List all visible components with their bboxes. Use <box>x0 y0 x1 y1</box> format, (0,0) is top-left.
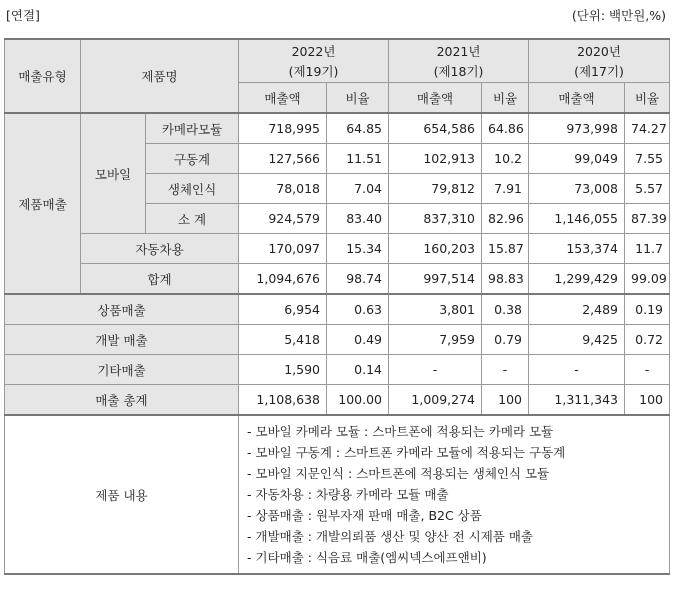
cell-value: 5.57 <box>625 174 670 204</box>
cell-value: 6,954 <box>239 294 327 325</box>
cell-value: 3,801 <box>389 294 482 325</box>
cell-value: 718,995 <box>239 113 327 144</box>
cell-value: 1,311,343 <box>529 385 625 416</box>
cell-value: 153,374 <box>529 234 625 264</box>
cell-value: 973,998 <box>529 113 625 144</box>
cell-value: 74.27 <box>625 113 670 144</box>
cell-value: 9,425 <box>529 325 625 355</box>
cell-value: 997,514 <box>389 264 482 295</box>
table-row <box>5 113 670 144</box>
product-name: 합계 <box>81 264 239 295</box>
consolidated-label: [연결] <box>6 8 40 23</box>
header-ratio: 비율 <box>625 83 670 114</box>
header-year-2022 <box>239 39 389 83</box>
notes-cell <box>239 415 670 574</box>
term-label: (제18기) <box>433 64 484 79</box>
cell-value: - <box>625 355 670 385</box>
unit-label: (단위: 백만원,%) <box>571 8 666 23</box>
header-sales: 매출액 <box>239 83 327 114</box>
content-label: 제품 내용 <box>5 415 239 574</box>
cell-value: 15.34 <box>327 234 389 264</box>
header-ratio: 비율 <box>482 83 529 114</box>
cell-value: 78,018 <box>239 174 327 204</box>
cell-value: 100.00 <box>327 385 389 416</box>
cell-value: 1,108,638 <box>239 385 327 416</box>
cell-value: 100 <box>482 385 529 416</box>
cell-value: 170,097 <box>239 234 327 264</box>
cell-value: 1,590 <box>239 355 327 385</box>
cell-value: - <box>389 355 482 385</box>
product-name: 개발 매출 <box>5 325 239 355</box>
table-row <box>5 234 670 264</box>
sales-table <box>4 38 670 575</box>
cell-value: 0.79 <box>482 325 529 355</box>
cell-value: 2,489 <box>529 294 625 325</box>
header-year-2020 <box>529 39 670 83</box>
table-row <box>5 325 670 355</box>
cell-value: 0.38 <box>482 294 529 325</box>
cell-value: 837,310 <box>389 204 482 234</box>
cell-value: 1,299,429 <box>529 264 625 295</box>
term-label: (제19기) <box>288 64 339 79</box>
cell-value: 924,579 <box>239 204 327 234</box>
cell-value: 5,418 <box>239 325 327 355</box>
product-name: 카메라모듈 <box>146 113 239 144</box>
cell-value: 83.40 <box>327 204 389 234</box>
note-line: - 개발매출 : 개발의뢰품 생산 및 양산 전 시제품 매출 <box>247 529 533 544</box>
cell-value: 1,094,676 <box>239 264 327 295</box>
header-sales: 매출액 <box>389 83 482 114</box>
cell-value: 99.09 <box>625 264 670 295</box>
table-row <box>5 264 670 295</box>
note-line: - 기타매출 : 식음료 매출(엠씨넥스에프앤비) <box>247 550 487 565</box>
note-line: - 상품매출 : 원부자재 판매 매출, B2C 상품 <box>247 508 482 523</box>
product-name: 매출 총계 <box>5 385 239 416</box>
cell-value: 10.2 <box>482 144 529 174</box>
cell-value: 11.7 <box>625 234 670 264</box>
cell-value: - <box>529 355 625 385</box>
product-name: 기타매출 <box>5 355 239 385</box>
header-row-years <box>5 39 670 83</box>
cell-value: 64.86 <box>482 113 529 144</box>
cell-value: 654,586 <box>389 113 482 144</box>
mobile-label: 모바일 <box>81 113 146 234</box>
cell-value: 0.14 <box>327 355 389 385</box>
year-label: 2020년 <box>577 44 621 59</box>
cell-value: 11.51 <box>327 144 389 174</box>
table-row <box>5 294 670 325</box>
note-line: - 모바일 지문인식 : 스마트폰에 적용되는 생체인식 모듈 <box>247 466 550 481</box>
notes-row <box>5 415 670 574</box>
cell-value: 0.49 <box>327 325 389 355</box>
note-line: - 자동차용 : 차량용 카메라 모듈 매출 <box>247 487 449 502</box>
header-product: 제품명 <box>81 39 239 113</box>
product-name: 자동차용 <box>81 234 239 264</box>
cell-value: 7.55 <box>625 144 670 174</box>
cell-value: 73,008 <box>529 174 625 204</box>
table-row <box>5 385 670 416</box>
cell-value: 64.85 <box>327 113 389 144</box>
cell-value: 160,203 <box>389 234 482 264</box>
cell-value: 1,146,055 <box>529 204 625 234</box>
product-name: 구동계 <box>146 144 239 174</box>
year-label: 2021년 <box>436 44 481 59</box>
cell-value: - <box>482 355 529 385</box>
header-year-2021 <box>389 39 529 83</box>
cell-value: 7.04 <box>327 174 389 204</box>
cell-value: 127,566 <box>239 144 327 174</box>
product-name: 상품매출 <box>5 294 239 325</box>
cell-value: 15.87 <box>482 234 529 264</box>
cell-value: 79,812 <box>389 174 482 204</box>
cell-value: 7.91 <box>482 174 529 204</box>
product-sales-label: 제품매출 <box>5 113 81 294</box>
cell-value: 1,009,274 <box>389 385 482 416</box>
header-type: 매출유형 <box>5 39 81 113</box>
product-name: 소 계 <box>146 204 239 234</box>
cell-value: 100 <box>625 385 670 416</box>
term-label: (제17기) <box>574 64 624 79</box>
cell-value: 0.63 <box>327 294 389 325</box>
cell-value: 0.19 <box>625 294 670 325</box>
cell-value: 99,049 <box>529 144 625 174</box>
cell-value: 82.96 <box>482 204 529 234</box>
table-row <box>5 355 670 385</box>
cell-value: 7,959 <box>389 325 482 355</box>
product-name: 생체인식 <box>146 174 239 204</box>
note-line: - 모바일 카메라 모듈 : 스마트폰에 적용되는 카메라 모듈 <box>247 424 554 439</box>
header-ratio: 비율 <box>327 83 389 114</box>
cell-value: 102,913 <box>389 144 482 174</box>
cell-value: 87.39 <box>625 204 670 234</box>
cell-value: 0.72 <box>625 325 670 355</box>
cell-value: 98.83 <box>482 264 529 295</box>
cell-value: 98.74 <box>327 264 389 295</box>
header-sales: 매출액 <box>529 83 625 114</box>
note-line: - 모바일 구동계 : 스마트폰 카메라 모듈에 적용되는 구동계 <box>247 445 566 460</box>
year-label: 2022년 <box>291 44 336 59</box>
